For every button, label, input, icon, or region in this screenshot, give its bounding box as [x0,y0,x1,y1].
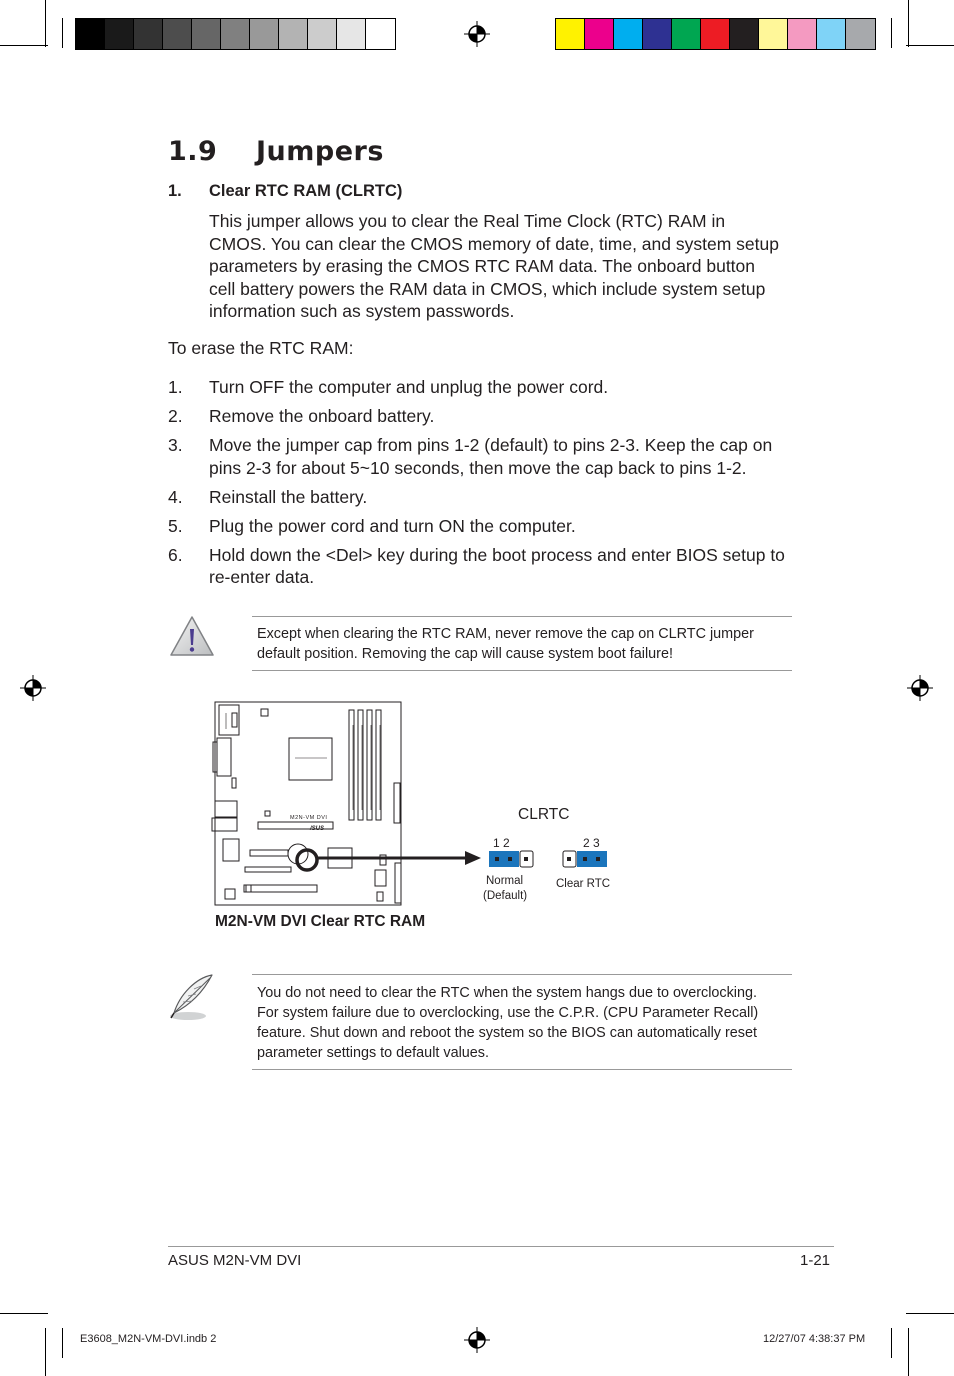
crop-mark [62,18,63,48]
list-item [168,486,808,509]
pointer-arrowhead [465,851,481,865]
asus-logo: /SUS [310,826,325,832]
caution-line: Except when clearing the RTC RAM, never remove the cap on CLRTC jumper [257,626,754,642]
color-swatch [846,19,875,49]
caution-line: default position. Removing the cap will cause system boot failure! [257,646,673,662]
note-line: parameter settings to default values. [257,1045,489,1061]
list-item [168,515,808,538]
gray-swatch [221,19,250,49]
list-item [168,405,808,428]
list-item [168,544,808,589]
gray-swatch [366,19,395,49]
color-calibration-bar [555,18,876,50]
paragraph-line: CMOS. You can clear the CMOS memory of date, time, and system setup [209,233,779,254]
description-paragraph [209,210,799,323]
step-number: 2. [168,405,183,426]
list-item [168,434,808,479]
step-number: 4. [168,486,183,507]
registration-mark-icon [464,21,490,47]
step-text: Reinstall the battery. [209,486,368,507]
footer-divider [168,1246,834,1247]
crop-mark [906,1313,954,1314]
color-swatch [817,19,846,49]
step-number: 3. [168,434,183,455]
crop-mark [906,45,954,46]
paragraph-line: parameters by erasing the CMOS RTC RAM data. The onboard button [209,256,756,277]
slug-filename: E3608_M2N-VM-DVI.indb 2 [80,1333,217,1345]
section-title [168,136,384,167]
crop-mark [891,1328,892,1358]
gray-swatch [134,19,163,49]
step-text: Plug the power cord and turn ON the computer. [209,515,576,536]
pins-label-clear: 2 3 [583,836,600,850]
paragraph-line: This jumper allows you to clear the Real Time Clock (RTC) RAM in [209,211,726,231]
gray-swatch [105,19,134,49]
registration-mark-icon [464,1327,490,1353]
note-line: For system failure due to overclocking, use the C.P.R. (CPU Parameter Recall) [257,1005,759,1021]
slug-timestamp: 12/27/07 4:38:37 PM [763,1333,866,1345]
step-text: Hold down the <Del> key during the boot process and enter BIOS setup to re-enter data. [209,544,785,588]
color-swatch [701,19,730,49]
paragraph-line: cell battery powers the RAM data in CMOS, which include system setup [209,278,766,299]
step-text: Move the jumper cap from pins 1-2 (default) to pins 2-3. Keep the cap on pins 2-3 for about 5~10 seconds, then move the cap back to pins 1-2. [209,434,773,478]
footer-page-number: 1-21 [800,1252,831,1269]
crop-mark [908,1328,909,1376]
pins-label-normal: 1 2 [493,836,510,850]
note-line: feature. Shut down and reboot the system so the BIOS can automatically reset [257,1025,757,1041]
note-line: You do not need to clear the RTC when the system hangs due to overclocking. [257,985,757,1001]
procedure-steps [168,376,808,595]
registration-mark-icon [907,675,933,701]
gray-swatch [76,19,105,49]
subsection-heading [168,182,402,201]
default-label: (Default) [483,890,528,902]
grayscale-calibration-bar [75,18,396,50]
subsection-title: Clear RTC RAM (CLRTC) [209,182,403,200]
gray-swatch [308,19,337,49]
crop-mark [45,1328,46,1376]
caution-icon [168,614,216,660]
gray-swatch [250,19,279,49]
crop-mark [891,18,892,48]
color-swatch [585,19,614,49]
color-swatch [730,19,759,49]
color-swatch [614,19,643,49]
step-text: Turn OFF the computer and unplug the power cord. [209,377,609,397]
gray-swatch [163,19,192,49]
jumper-label: CLRTC [518,806,570,823]
clrtc-location-marker [297,850,317,870]
caution-box [252,616,792,671]
color-swatch [556,19,585,49]
normal-label: Normal [486,875,524,887]
section-number: 1.9 [168,136,218,167]
step-number: 1. [168,377,183,397]
color-swatch [759,19,788,49]
board-model-label: M2N-VM DVI [290,815,328,821]
footer-product-name: ASUS M2N-VM DVI [168,1252,302,1269]
gray-swatch [192,19,221,49]
color-swatch [672,19,701,49]
color-swatch [643,19,672,49]
procedure-lead: To erase the RTC RAM: [168,338,354,358]
clear-rtc-label: Clear RTC [556,878,611,890]
gray-swatch [337,19,366,49]
note-box [252,974,792,1070]
step-number: 6. [168,544,183,565]
paragraph-line: information such as system passwords. [209,301,515,322]
crop-mark [62,1328,63,1358]
list-item [168,376,808,399]
color-swatch [788,19,817,49]
figure-caption: M2N-VM DVI Clear RTC RAM [215,913,426,930]
note-feather-icon [166,972,216,1024]
section-heading: Jumpers [256,136,384,167]
step-number: 5. [168,515,183,536]
registration-mark-icon [20,675,46,701]
crop-mark [908,0,909,47]
subsection-number: 1. [168,182,182,200]
crop-mark [0,1313,48,1314]
jumper-clear-icon [561,848,611,870]
crop-mark [0,45,48,46]
crop-mark [45,0,46,47]
step-text: Remove the onboard battery. [209,405,435,426]
jumper-normal-icon [487,848,537,870]
gray-swatch [279,19,308,49]
